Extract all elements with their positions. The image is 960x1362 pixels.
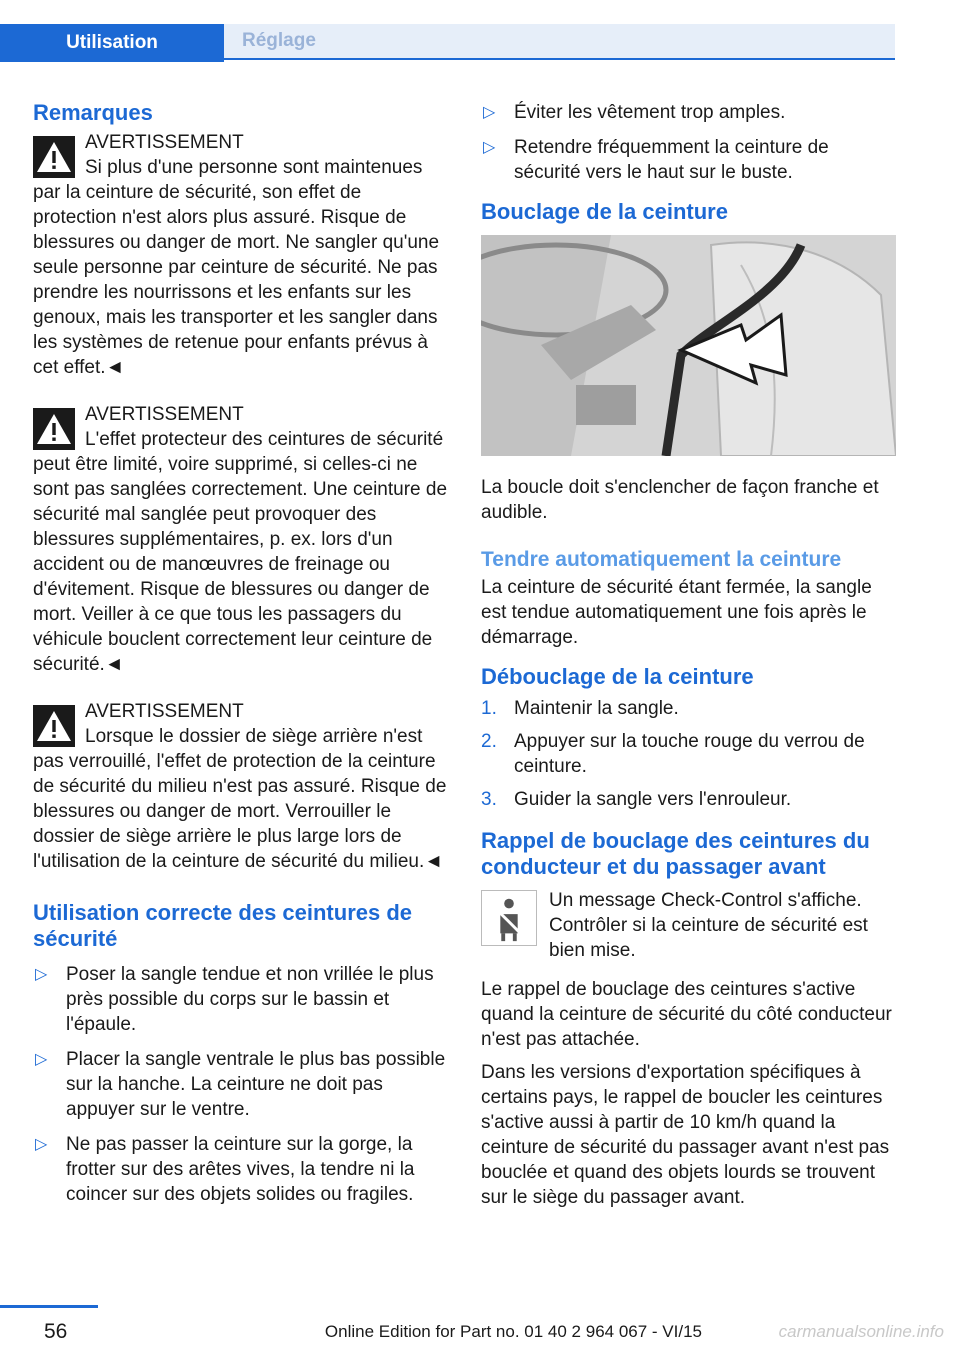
list-item: ▷ Éviter les vêtement trop amples. <box>483 102 786 123</box>
list-item: ▷ Poser la sangle tendue et non vrillée le plus près possible du corps sur le bassin et l'épaule. <box>35 964 434 1035</box>
reminder-paragraph-2: Dans les versions d'exportation spécifiques à certains pays, le rappel de boucler les ceintures s'active aussi à partir de 10 km/h quand la ceinture de sécurité du passager avant n'est pas bouclée et quand des objets lourds se trouvent sur le siège du passager avant. <box>481 1062 890 1208</box>
tension-title: Tendre automatiquement la ceinture <box>481 548 842 571</box>
buckle-text: La boucle doit s'enclencher de façon franche et audible. <box>481 477 879 523</box>
page-number: 56 <box>44 1320 68 1343</box>
list-item: 3. Guider la sangle vers l'enrouleur. <box>481 789 792 810</box>
warning-triangle-icon <box>33 136 75 178</box>
triangle-bullet-icon: ▷ <box>35 1136 48 1153</box>
triangle-bullet-icon: ▷ <box>483 104 496 121</box>
warning-triangle-icon <box>33 408 75 450</box>
warning-1 <box>33 130 448 380</box>
seatbelt-reminder-icon <box>481 890 537 946</box>
unbuckle-steps <box>481 696 897 812</box>
list-item: ▷ Ne pas passer la ceinture sur la gorge, la frotter sur des arêtes vives, la tendre ni la coincer sur des objets solides ou fragiles. <box>35 1134 415 1205</box>
watermark: carmanualsonline.info <box>778 1322 944 1341</box>
tab-utilisation[interactable]: Utilisation <box>0 24 224 62</box>
usage-list <box>33 962 448 1207</box>
warning-text: L'effet protecteur des ceintures de sécurité peut être limité, voire supprimé, si celles-ci ne sont pas sanglées correctement. Une ceinture de sécurité mal sanglée peut provoquer des blessures supplémentaires, p. ex. lors d'un accident ou de manœuvres de freinage ou d'évitement. Risque de blessures ou danger de mort. Veiller à ce que tous les passagers du véhicule bouclent correctement leur ceinture de sécurité.◄ <box>33 429 448 675</box>
list-item: ▷ Retendre fréquemment la ceinture de sécurité vers le haut sur le buste. <box>483 137 829 183</box>
list-item: ▷ Placer la sangle ventrale le plus bas possible sur la hanche. La ceinture ne doit pas appuyer sur le ventre. <box>35 1049 446 1120</box>
usage-list-continued <box>481 100 897 185</box>
triangle-bullet-icon: ▷ <box>35 1051 48 1068</box>
buckle-title: Bouclage de la ceinture <box>481 199 728 224</box>
reminder-paragraph-1: Le rappel de bouclage des ceintures s'active quand la ceinture de sécurité du côté conducteur n'est pas attachée. <box>481 979 892 1050</box>
triangle-bullet-icon: ▷ <box>35 966 48 983</box>
usage-title: Utilisation correcte des ceintures de sécurité <box>33 900 413 951</box>
unbuckle-title: Débouclage de la ceinture <box>481 664 754 689</box>
warning-triangle-icon <box>33 705 75 747</box>
warning-label: AVERTISSEMENT <box>85 701 244 722</box>
warning-text: Lorsque le dossier de siège arrière n'est pas verrouillé, l'effet de protection de la ceinture de sécurité du milieu n'est pas assuré. Risque de blessures ou danger de mort. Verrouiller le dossier de siège arrière le plus large lors de l'utilisation de la ceinture de sécurité du milieu.◄ <box>33 726 447 872</box>
seatbelt-buckle-photo <box>481 235 896 456</box>
header-tabs <box>0 24 895 62</box>
warning-2 <box>33 402 448 677</box>
reminder-icon-block <box>481 888 897 963</box>
right-column <box>481 100 897 1210</box>
warning-label: AVERTISSEMENT <box>85 132 244 153</box>
remarks-title: Remarques <box>33 100 153 125</box>
reminder-icon-text: Un message Check-Control s'affiche. Contrôler si la ceinture de sécurité est bien mise. <box>549 890 868 961</box>
triangle-bullet-icon: ▷ <box>483 139 496 156</box>
edition-text: Online Edition for Part no. 01 40 2 964 067 - VI/15 <box>324 1322 702 1341</box>
footer-rule <box>0 1305 98 1308</box>
reminder-title: Rappel de bouclage des ceintures du conducteur et du passager avant <box>481 828 870 879</box>
list-item: 2. Appuyer sur la touche rouge du verrou de ceinture. <box>481 731 865 777</box>
tab-reglage[interactable]: Réglage <box>224 24 895 60</box>
tension-text: La ceinture de sécurité étant fermée, la sangle est tendue automatiquement une fois après le démarrage. <box>481 577 872 648</box>
list-item: 1. Maintenir la sangle. <box>481 698 679 719</box>
warning-3 <box>33 699 448 874</box>
warning-label: AVERTISSEMENT <box>85 404 244 425</box>
left-column <box>33 100 448 1217</box>
warning-text: Si plus d'une personne sont maintenues par la ceinture de sécurité, son effet de protection n'est alors plus assuré. Risque de blessures ou danger de mort. Ne sangler qu'une seule personne par ceinture de sécurité. Ne pas prendre les nourrissons et les enfants sur les genoux, mais les transporter et les sangler dans les systèmes de retenue pour enfants prévus à cet effet.◄ <box>33 157 440 378</box>
